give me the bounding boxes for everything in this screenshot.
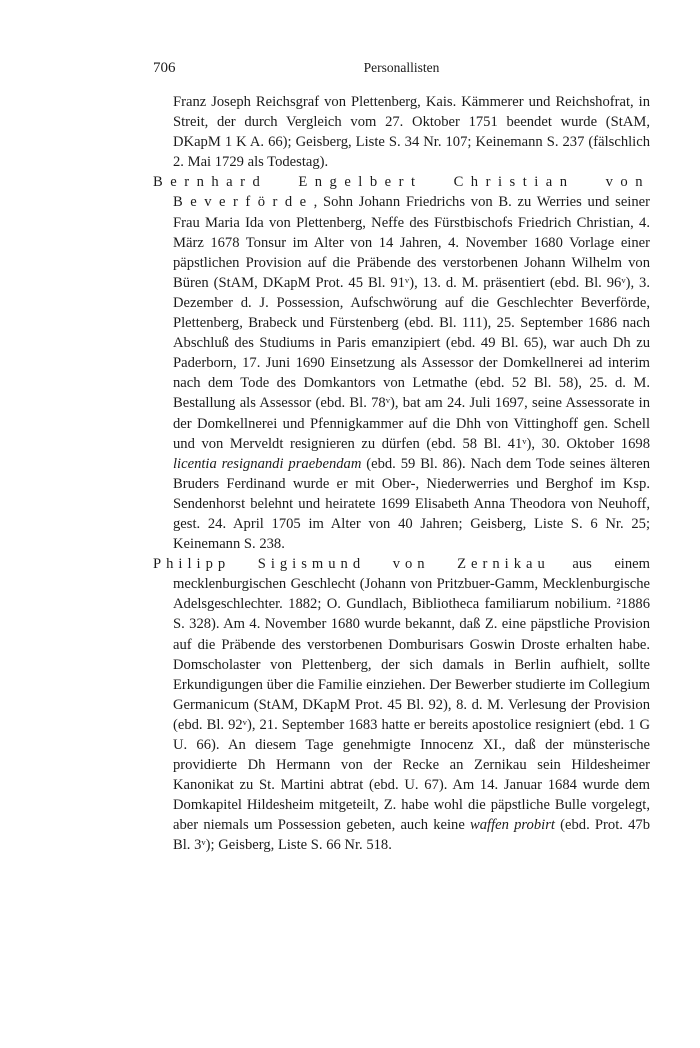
- entry-name: Philipp Sigismund von Zernikau: [153, 556, 550, 573]
- running-title: Personallisten: [363, 60, 440, 75]
- entry-text: (ebd. Prot. 47b Bl. 3ᵛ); Geisberg, Liste S. 66 Nr. 518.: [173, 817, 650, 854]
- entry-italic: waffen probirt: [470, 817, 555, 834]
- continued-paragraph: Franz Joseph Reichsgraf von Plettenberg, Kais. Kämmerer und Reichshofrat, in Streit, der durch Vergleich vom 27. Oktober 1751 beendet wurde (StAM, DKapM 1 K A. 66); Geisberg, Liste S. 34 Nr. 107; Keinemann S. 237 (fälschlich 2. Mai 1729 als Todestag).: [173, 94, 650, 171]
- page-header: [153, 60, 650, 82]
- entry-text: (ebd. 59 Bl. 86). Nach dem Tode seines älteren Bruders Ferdinand wurde er mit Ober-, Niederwerries und Berghof im Ksp. Sendenhorst belehnt und heiratete 1699 Elisabeth Anna Theodora von Neuhoff, gest. 24. April 1705 im Alter von 40 Jahren; Geisberg, Liste S. 6 Nr. 25; Keinemann S. 238.: [173, 455, 651, 553]
- text-body: [153, 92, 650, 856]
- entry-text: aus einem mecklenburgischen Geschlecht (Johann von Pritzbuer-Gamm, Mecklenburgische Adelsgeschlechter. 1882; O. Gundlach, Bibliotheca familiarum nobilium. ²1886 S. 328). Am 4. November 1680 wurde bekannt, daß Z. eine päpstliche Provision auf die Präbende des verstorbenen Domburisars Goswin Droste erhalten habe. Domscholaster von Plettenberg, der sich damals in Berlin aufhielt, sollte Erkundigungen über die Familie einziehen. Der Bewerber studierte im Collegium Germanicum (StAM, DKapM Prot. 45 Bl. 92), 8. d. M. Verlesung der Provision (ebd. Bl. 92ᵛ), 21. September 1683 hatte er bereits apostolice resigniert (ebd. 1 G U. 66). An diesem Tage genehmigte Innocenz XI., daß der münsterische providierte Dh Hermann von der Recke an Zernikau sein Hildesheimer Kanonikat zu St. Martini abtrat (ebd. U. 67). Am 14. Januar 1684 wurde dem Domkapitel Hildesheim mitgeteilt, Z. habe wohl die päpstliche Bulle vorgelegt, aber niemals um Possession gebeten, auch keine: [173, 556, 650, 834]
- entry-italic: licentia resignandi praebendam: [173, 455, 362, 472]
- entry-zernikau: [153, 554, 650, 855]
- entry-beverfoerde: [153, 172, 650, 554]
- page-number: 706: [153, 60, 176, 76]
- entry-name: Bernhard Engelbert Christian von Beverförde: [153, 174, 650, 211]
- entry-text: , Sohn Johann Friedrichs von B. zu Werries und seiner Frau Maria Ida von Plettenberg, Neffe des Fürstbischofs Friedrich Christian, 4. März 1678 Tonsur im Alter von 14 Jahren, 4. November 1680 Vorlage einer päpstlichen Provision auf die Präbende des verstorbenen Johann Wilhelm von Büren (StAM, DKapM Prot. 45 Bl. 91ᵛ), 13. d. M. präsentiert (ebd. Bl. 96ᵛ), 3. Dezember d. J. Possession, Aufschwörung auf die Geschlechter Beverförde, Plettenberg, Brabeck und Fürstenberg (ebd. Bl. 111), 25. September 1686 nach Abschluß des Studiums in Paris emanzipiert (ebd. 49 Bl. 65), war auch Dh zu Paderborn, 17. Juni 1690 Einsetzung als Assessor der Domkellnerei ad interim nach dem Tode des Domkantors von Letmathe (ebd. 52 Bl. 58), 25. d. M. Bestallung als Assessor (ebd. Bl. 78ᵛ), bat am 24. Juli 1697, seine Assessorate in der Domkellnerei und Pfennigkammer auf die Dhh von Vittinghoff gen. Schell und von Merveldt resignieren zu dürfen (ebd. 58 Bl. 41ᵛ), 30. Oktober 1698: [173, 194, 650, 452]
